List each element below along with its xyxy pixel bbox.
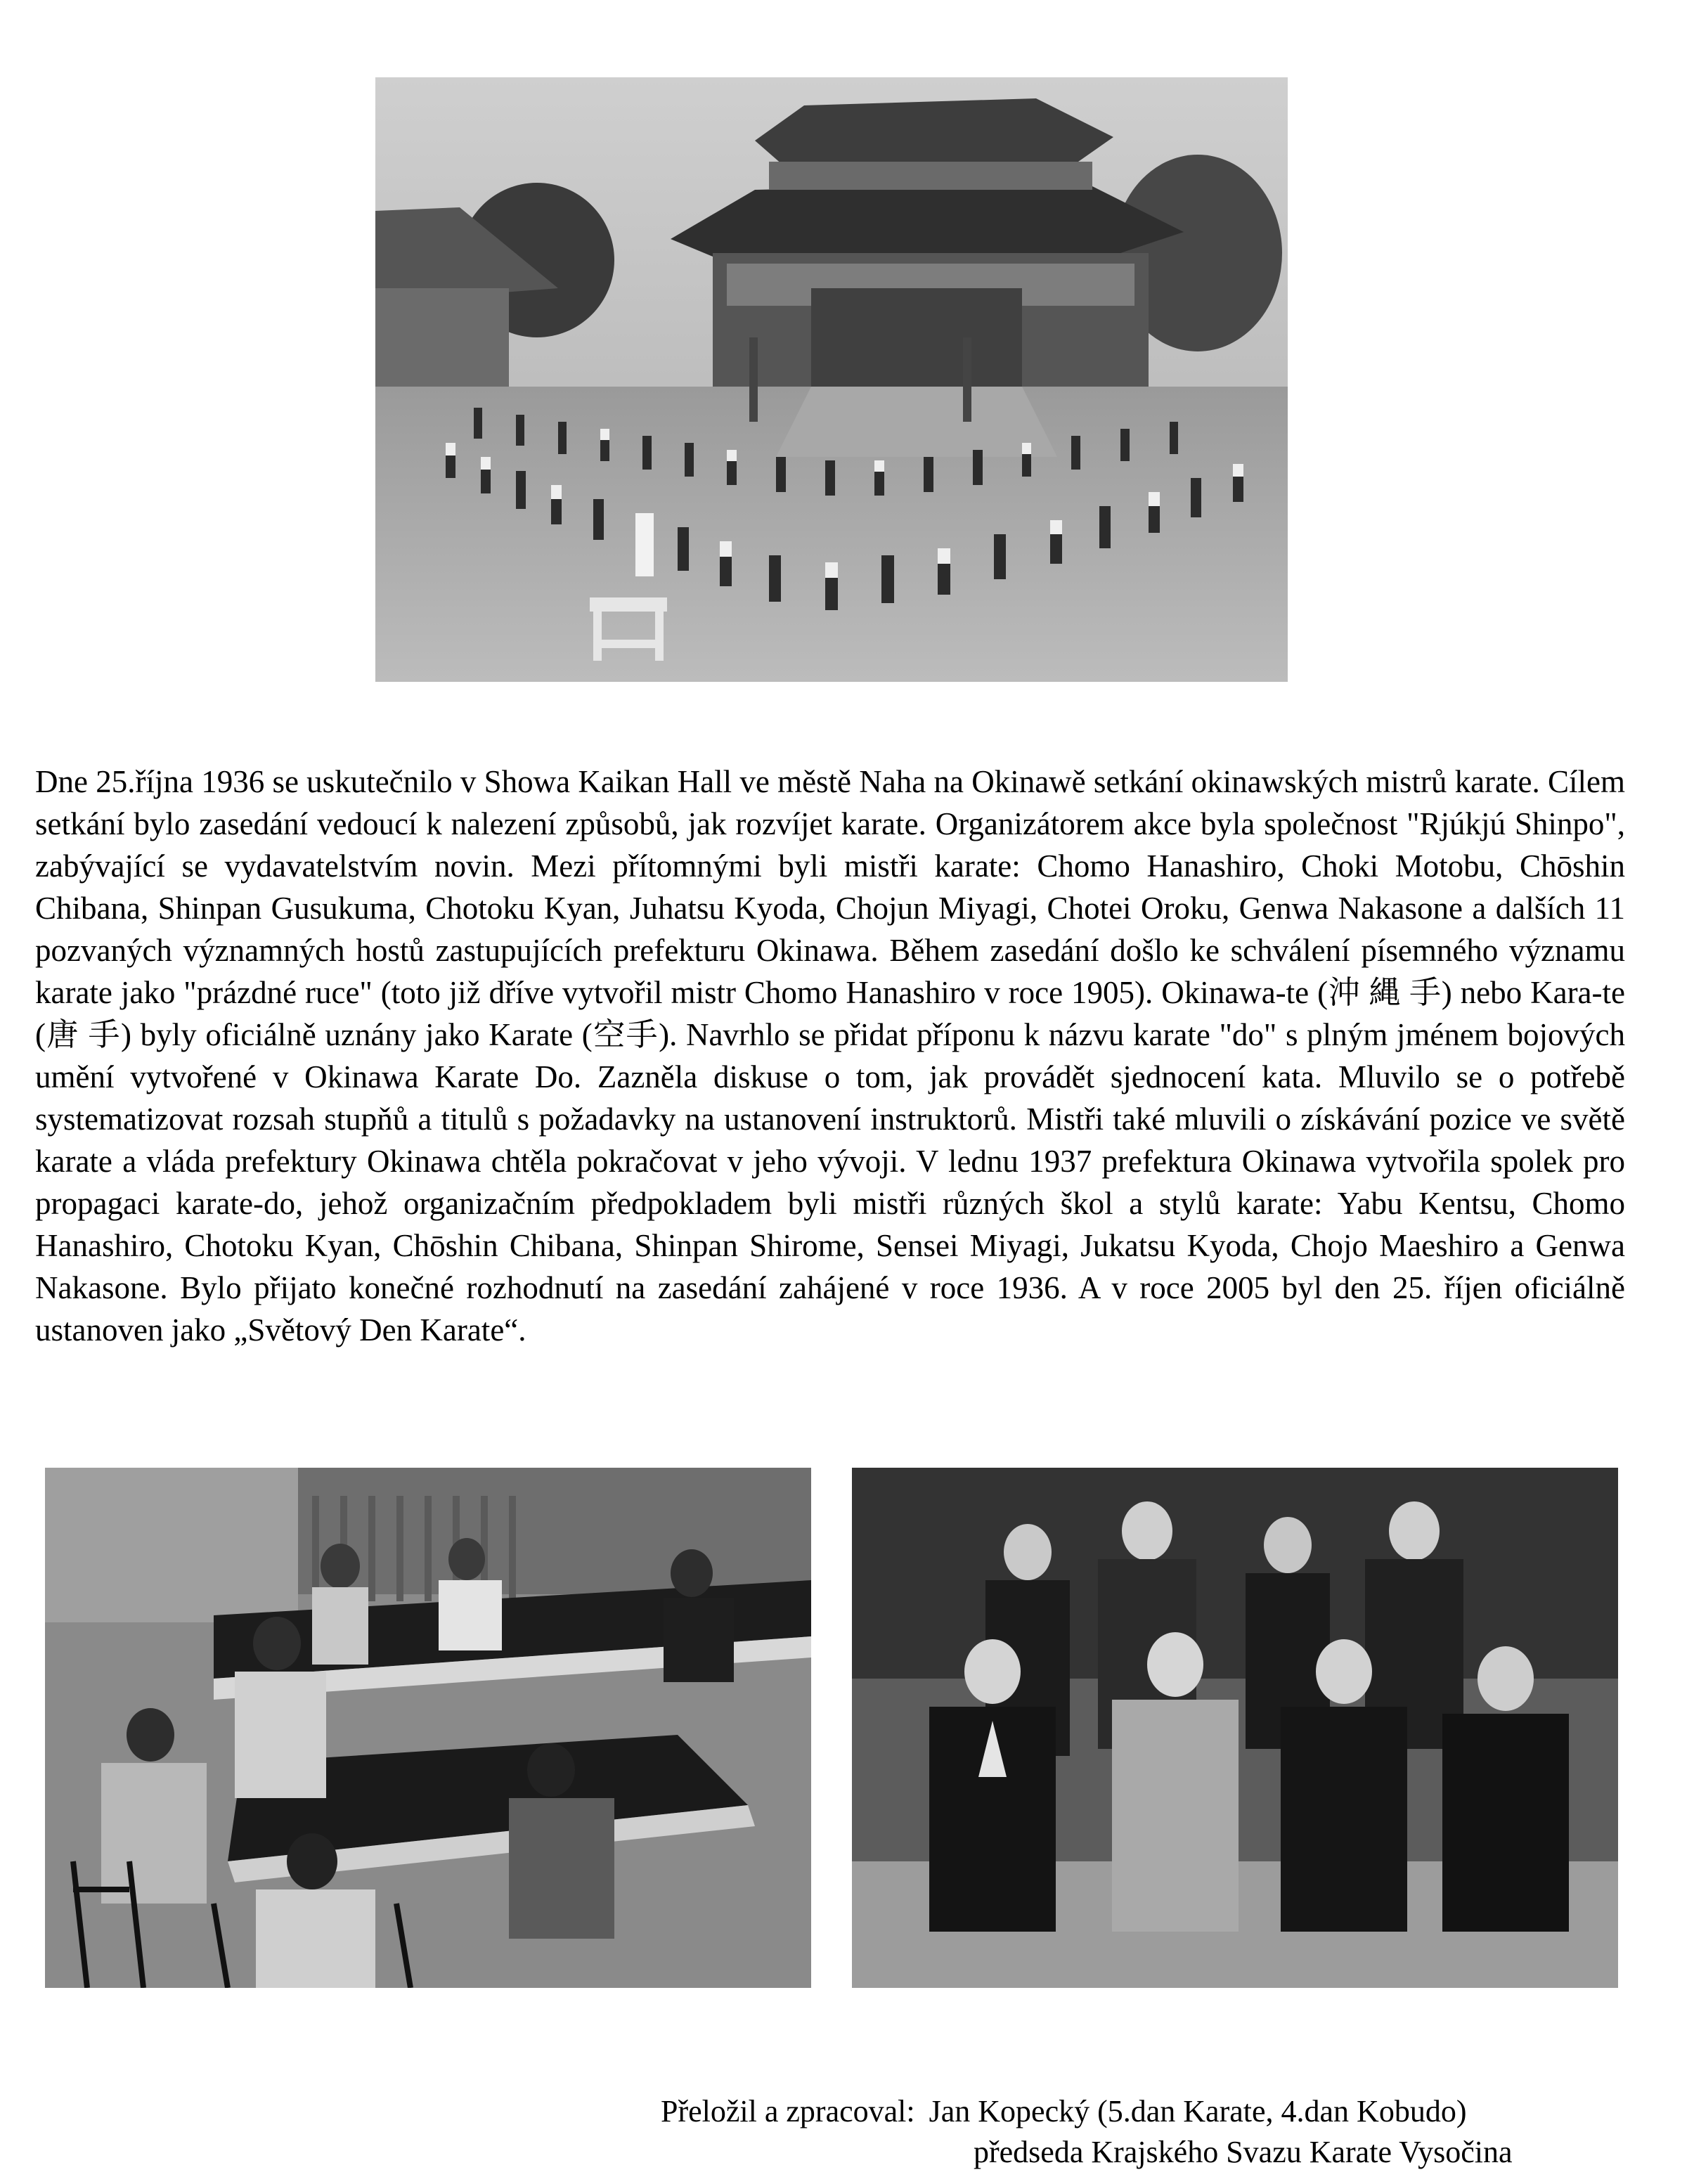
credits-label: Přeložil a zpracoval: [661,2094,915,2128]
article-paragraph: Dne 25.října 1936 se uskutečnilo v Showa Kaikan Hall ve městě Naha na Okinawě setkání okinawských mistrů karate. Cílem setkání bylo zasedání vedoucí k nalezení způsobů, jak rozvíjet karate. Organizátorem akce byla společnost "Rjúkjú Shinpo", zabývající se vydavatelstvím novin. Mezi přítomnými byli mistři karate: Chomo Hanashiro, Choki Motobu, Chōshin Chibana, Shinpan Gusukuma, Chotoku Kyan, Juhatsu Kyoda, Chojun Miyagi, Chotei Oroku, Genwa Nakasone a dalších 11 pozvaných významných hostů zastupujících prefekturu Okinawa. Během zasedání došlo ke schválení písemného významu karate jako "prázdné ruce" (toto již dříve vytvořil mistr Chomo Hanashiro v roce 1905). Okinawa-te (沖 縄 手) nebo Kara-te (唐 手) byly oficiálně uznány jako Karate (空手). Navrhlo se přidat příponu k názvu karate "do" s plným jménem bojových umění vytvořené v Okinawa Karate Do. Zazněla diskuse o tom, jak provádět sjednocení kata. Mluvilo se o potřebě systematizovat rozsah stupňů a titulů s požadavky na ustanovení instruktorů. Mistři také mluvili o získávání pozice ve světě karate a vláda prefektury Okinawa chtěla pokračovat v jeho vývoji. V lednu 1937 prefektura Okinawa vytvořila spolek pro propagaci karate-do, jehož organizačním předpokladem byli mistři různých škol a stylů karate: Yabu Kentsu, Chomo Hanashiro, Chotoku Kyan, Chōshin Chibana, Shinpan Shirome, Sensei Miyagi, Jukatsu Kyoda, Chojo Maeshiro a Genwa Nakasone. Bylo přijato konečné rozhodnutí na zasedání zahájené v roce 1936. A v roce 2005 byl den 25. říjen oficiálně ustanoven jako „Světový Den Karate“. [35,764,1625,1348]
meeting-photo [45,1468,811,1988]
meeting-photo-graphic [45,1468,811,1988]
training-photo [375,77,1288,682]
credits [661,2091,1603,2173]
group-portrait-graphic [852,1468,1618,1988]
training-photo-graphic [375,77,1288,682]
group-portrait-photo [852,1468,1618,1988]
credits-role: předseda Krajského Svazu Karate Vysočina [974,2135,1513,2169]
credits-author: Jan Kopecký (5.dan Karate, 4.dan Kobudo) [929,2094,1467,2128]
credits-line-1 [661,2091,1603,2132]
